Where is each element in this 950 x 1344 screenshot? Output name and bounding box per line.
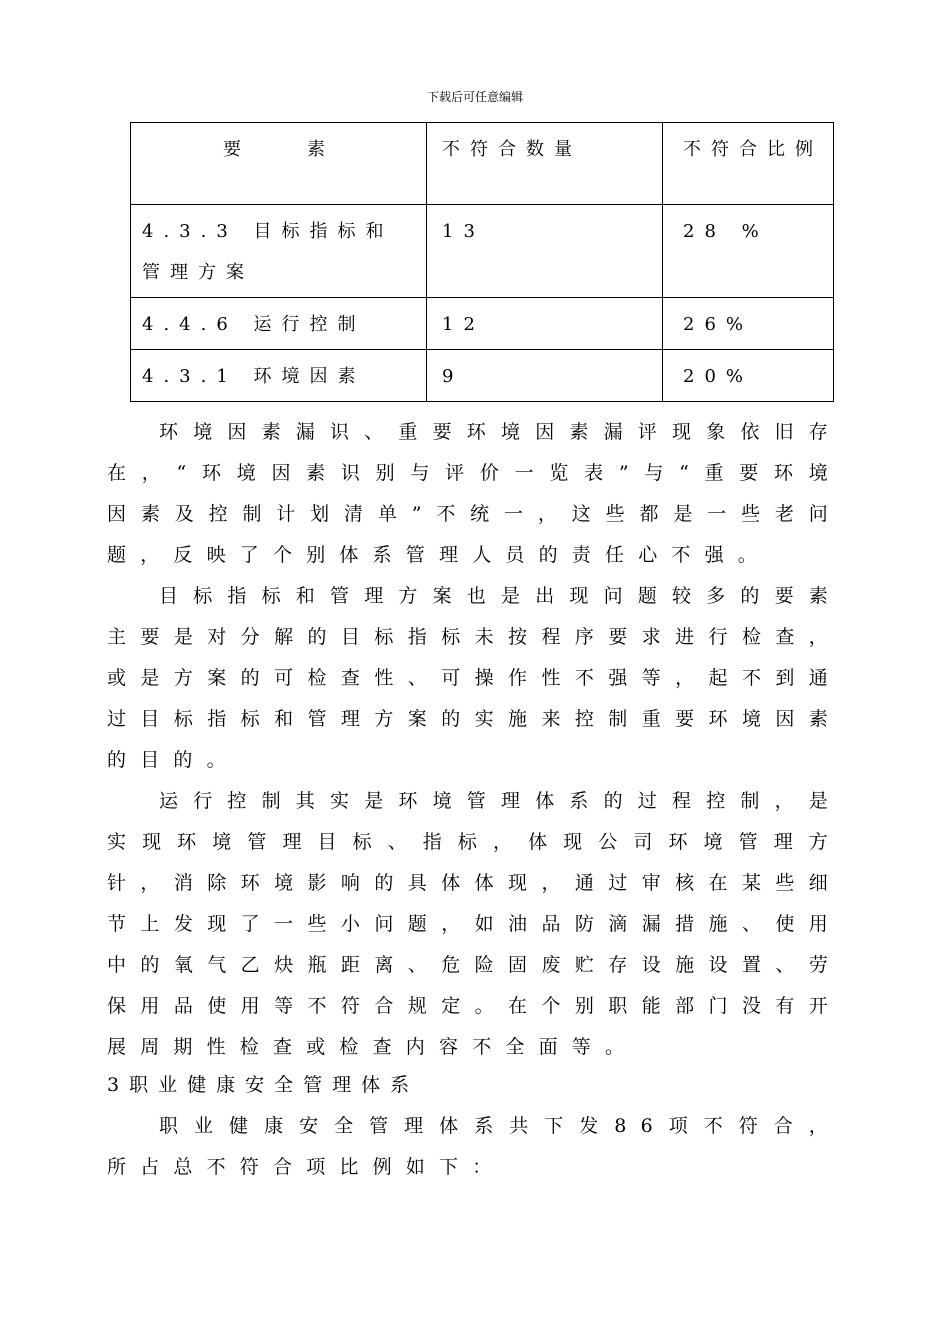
table-row (131, 350, 834, 402)
body-text (107, 412, 842, 1068)
header-count: 不符合数量 (427, 123, 663, 205)
table-row (131, 298, 834, 350)
cell-ratio: 28 % (663, 205, 834, 298)
section-heading: 3职业健康安全管理体系 (107, 1074, 420, 1096)
table-header-row (131, 123, 834, 205)
table-row (131, 205, 834, 298)
nonconformity-table (130, 122, 834, 402)
cell-element: 4.4.6 运行控制 (131, 298, 427, 350)
cell-ratio: 20% (663, 350, 834, 402)
paragraph-operation-control: 运行控制其实是环境管理体系的过程控制，是实现环境管理目标、指标，体现公司环境管理方针，消除环境影响的具体体现，通过审核在某些细节上发现了一些小问题，如油品防滴漏措施、使用中的氧气乙炔瓶距离、危险固废贮存设施设置、劳保用品使用等不符合规定。在个别职能部门没有开展周期性检查或检查内容不全面等。 (107, 790, 842, 1058)
page-header-note: 下载后可任意编辑 (426, 90, 523, 104)
paragraph-objectives: 目标指标和管理方案也是出现问题较多的要素主要是对分解的目标指标未按程序要求进行检查，或是方案的可检查性、可操作性不强等，起不到通过目标指标和管理方案的实施来控制重要环境因素的目的。 (107, 585, 842, 771)
cell-count: 13 (427, 205, 663, 298)
paragraph-ohs-summary: 职业健康安全管理体系共下发86项不符合，所占总不符合项比例如下： (107, 1115, 842, 1178)
cell-count: 9 (427, 350, 663, 402)
cell-count: 12 (427, 298, 663, 350)
paragraph-environmental-factors: 环境因素漏识、重要环境因素漏评现象依旧存在，“环境因素识别与评价一览表”与“重要环境因素及控制计划清单”不统一，这些都是一些老问题，反映了个别体系管理人员的责任心不强。 (107, 421, 842, 566)
cell-element: 4.3.1 环境因素 (131, 350, 427, 402)
cell-ratio: 26% (663, 298, 834, 350)
cell-element: 4.3.3 目标指标和管理方案 (131, 205, 427, 298)
header-ratio: 不符合比例 (663, 123, 834, 205)
section-body (107, 1106, 842, 1188)
header-element: 要 素 (131, 123, 427, 205)
